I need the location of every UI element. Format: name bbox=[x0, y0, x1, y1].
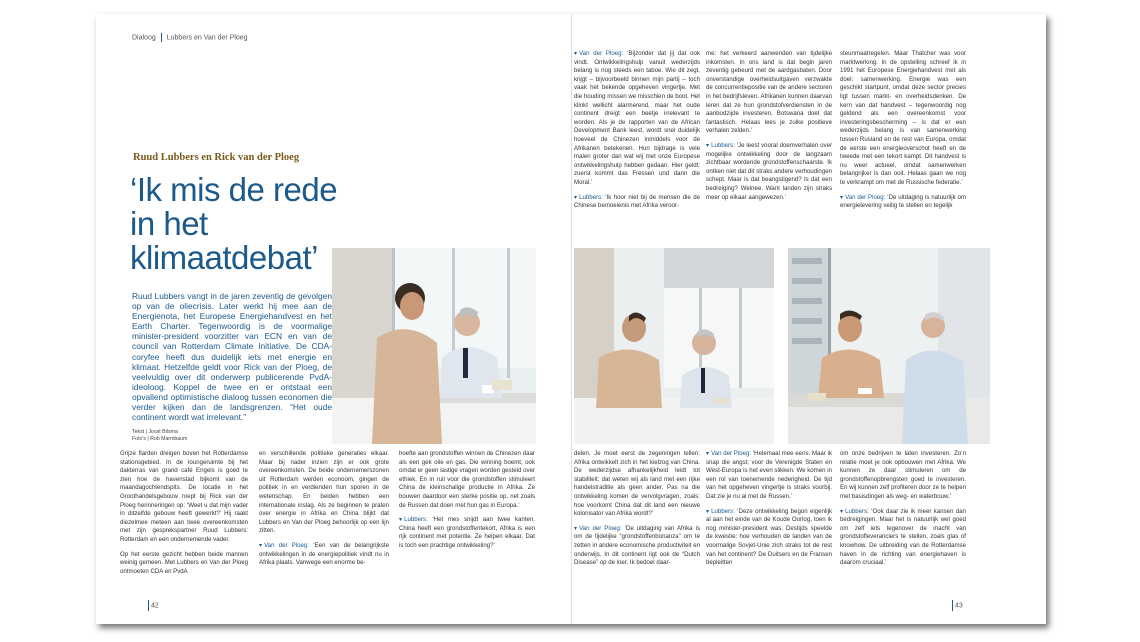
photo-credit: Foto's | Rob Marmbaum bbox=[132, 436, 188, 442]
photo-window-meeting bbox=[788, 248, 990, 444]
header-title: Lubbers en Van der Ploeg bbox=[166, 34, 248, 42]
paragraph bbox=[840, 450, 966, 502]
paragraph bbox=[706, 450, 832, 502]
folio-bar bbox=[148, 600, 149, 611]
paragraph bbox=[574, 525, 700, 568]
right-page bbox=[572, 14, 1046, 624]
paragraph bbox=[840, 50, 966, 188]
paragraph bbox=[399, 450, 535, 510]
section-label: Dialoog bbox=[132, 34, 156, 42]
body-column-6 bbox=[840, 50, 966, 217]
speaker-label: ▾ Lubbers: bbox=[399, 516, 428, 523]
paragraph-text: ‘De uitdaging van Afrika is om de tijdelijke “grondstoffenbonanza” om te zetten in andere economische productiviteit en onderwijs. In dit continent ligt ook de “Dutch Disease” op de loer. Ik bedoel daar- bbox=[574, 524, 700, 567]
paragraph-text: steunmaatregelen. Maar Thatcher was voor marktwerking. In de opstelling schreef ik in 1991 het Europese Energiehandvest met als doel: samenwerking. Energie was een geschikt startpunt, omdat deze sector precies ligt tussen markt- en overheidsdenken. De kern van dat handvest – tegenwoordig nog geldend als een overeenkomst voor investeringsbescherming – is dat er een wederzijds belang is van samenwerking tussen Rusland en de rest van Europa, omdat de eerste een energieoverschot heeft en de tweede met een tekort kampt. Dit handvest is nu weer actueel, omdat samenwerken belangrijker is dan ooit. Helaas gaan we nog te verkrampt om met de Russische federatie.’ bbox=[840, 50, 966, 186]
speaker-label: ▾ Van der Ploeg: bbox=[259, 542, 309, 549]
speaker-label: ▾ Van der Ploeg: bbox=[574, 525, 622, 532]
paragraph-text: ‘Het mes snijdt aan twee kanten. China heeft een grondstoffentekort, Afrika is een rijk continent met potentie. Ze helpen elkaar. Dat is toch een prachtige ontwikkeling?’ bbox=[399, 516, 535, 549]
header-divider bbox=[161, 33, 162, 42]
paragraph-text: ‘Deze ontwikkeling begon eigenlijk al aan het einde van de Koude Oorlog, toen ik nog minister-president was. Destijds speelde de kwestie: hoe verhouden de landen van de voormalige Sovjet-Unie zich straks tot de rest van het continent? De Duitsers en de Fransen bepleitten bbox=[706, 507, 832, 567]
body-column-9 bbox=[840, 450, 966, 574]
paragraph-text: me: het verkeerd aanwenden van tijdelijke inkomsten. In ons land is dat begin jaren zeventig gebeurd met de aardgasbaten. Door onverstandige overheidsuitgaven verzwakte de concurrentiepositie van de andere sectoren in het bedrijfsleven. Afrikanen kunnen daarvan leren dat ze hun grondstofverdiensten in de aanbodzijde investeren. Botswana doet dat fantastisch. Helaas lees je zulke positieve verhalen zelden.’ bbox=[706, 50, 832, 135]
speaker-label: ▾ Lubbers: bbox=[840, 508, 869, 515]
page-number: 42 bbox=[151, 602, 159, 610]
paragraph bbox=[706, 50, 832, 136]
article-headline: ‘Ik mis de rede in het klimaatdebat’ bbox=[130, 171, 338, 276]
left-page bbox=[96, 14, 572, 624]
paragraph-text: om onze bedrijven te laten investeren. Zo’n relatie moet je ook opbouwen met Afrika. We kunnen ze daar stimuleren om de grondstoffenopbrengsten goed te investeren. En wij kunnen zelf profiteren door ze te helpen met basisdingen als weg- en waterbouw.’ bbox=[840, 450, 966, 500]
paragraph-text: ‘Ik hoor niet bij de mensen die de Chinese bemoeienis met Afrika veroor- bbox=[574, 193, 700, 210]
folio-right bbox=[952, 600, 963, 611]
speaker-label: ▾ Lubbers: bbox=[574, 194, 603, 201]
body-column-1 bbox=[120, 450, 248, 582]
speaker-label: ▾ Van der Ploeg: bbox=[706, 450, 751, 457]
body-column-4 bbox=[574, 50, 700, 217]
speaker-label: ▾ Van der Ploeg: bbox=[840, 194, 885, 201]
paragraph-text: ‘Helemaal mee eens. Maar ik snap die angst; voor de Verenigde Staten en West-Europa is het even slikken. We komen in een rol van toenemende nederigheid. De tijd van het opgeheven vingertje is straks voorbij. Dat zie je nu al met de Russen.’ bbox=[706, 450, 832, 500]
paragraph bbox=[399, 516, 535, 550]
article-lead: Ruud Lubbers vangt in de jaren zeventig de gevolgen op van de oliecrisis. Later werkt hij mee aan de Energienota, het Europese Energiehandvest en het Earth Charter. Tegenwoordig is de voormalige minister-president voorzitter van ECN en van de council van Rotterdam Climate Initiative. De CDA-coryfee heeft dus duidelijk iets met energie en klimaat. Hetzelfde geldt voor Rick van der Ploeg, de veelvuldig over dit onderwerp publicerende PvdA-ideoloog. Koppel de twee en er ontstaat een opvallend optimistische dialoog tussen economen die verder kijken dan de landsgrenzen. “Het oude continent wordt wat irrelevant.” bbox=[132, 291, 332, 423]
body-column-3 bbox=[399, 450, 535, 557]
paragraph-text: ‘Ook daar zie ik meer kansen dan bedreigingen. Maar het is natuurlijk wel goed om zelf iets tegenover de macht van grondstofleveranciers te stellen, zoals glas of knowhow. De uitbreiding van de Rotterdamse haven in de richting van energiehaven is daarom cruciaal.’ bbox=[840, 507, 966, 567]
body-column-5 bbox=[706, 50, 832, 208]
paragraph bbox=[840, 194, 966, 211]
speaker-label: ▾ Van der Ploeg: bbox=[574, 50, 623, 57]
photo-table-talk bbox=[574, 248, 774, 444]
paragraph-text: ‘Je leest vooral doemverhalen over mogelijke ontwikkeling door de langzaam zichtbaar wordende grondstoffenschaarste. Ik ontken niet dat dit straks andere verhoudingen schept. Maar is dat beangstigend? Is dat een bedreiging? Welnee. Want landen zijn straks meer op elkaar aangewezen.’ bbox=[706, 141, 832, 201]
paragraph-text: ‘Bijzonder dat jij dat ook vindt. Ontwikkelingshulp vanuit wederzijds belang is nog steeds een taboe. Wie dit zegt, krijgt – bijvoorbeeld binnen mijn partij – toch vaak het bekende opgeheven vingertje. Met die houding missen we misschien de boot. Het klinkt wellicht alarmerend, maar het oude continent dreigt een beetje irrelevant te worden. Als je de rapporten van de African Development Bank leest, wordt snel duidelijk hoeveel de Chinezen inmiddels voor de Afrikanen betekenen. Hun bijdrage is vele malen groter dan wat wij met onze Europese ontwikkelingshulp hebben gedaan. Hier geldt: zuerst kommt das Fressen und dann die Moral.’ bbox=[574, 50, 700, 186]
paragraph bbox=[574, 50, 700, 188]
speaker-label: ▾ Lubbers: bbox=[706, 508, 735, 515]
paragraph bbox=[574, 194, 700, 211]
text-credit: Tekst | Joost Bilsma bbox=[132, 429, 178, 435]
paragraph bbox=[706, 142, 832, 202]
paragraph bbox=[120, 450, 248, 545]
body-column-2 bbox=[259, 450, 389, 574]
folio-bar bbox=[952, 600, 953, 611]
body-column-7 bbox=[574, 450, 700, 574]
paragraph-text: delen. Je moet eerst de zegeningen tellen: Afrika ontwikkelt zich in het kielzog van China. De wederzijdse afhankelijkheid leidt tot stabiliteit; dat weten wij als land met een rijke handelstraditie als geen ander. Pas na die ontwikkeling komen de vervolgvragen, zoals: hoe voorkomt China dat dit land een nieuwe kolonisator van Afrika wordt?’ bbox=[574, 450, 700, 518]
paragraph bbox=[259, 542, 389, 568]
body-column-8 bbox=[706, 450, 832, 574]
photo-conversation bbox=[332, 248, 536, 444]
paragraph bbox=[840, 508, 966, 568]
magazine-spread bbox=[96, 14, 1046, 624]
running-header bbox=[132, 33, 248, 42]
article-kicker: Ruud Lubbers en Rick van der Ploeg bbox=[133, 152, 300, 163]
paragraph-text: ‘De uitdaging is natuurlijk om energielevering veilig te stellen en tegelijk bbox=[840, 193, 966, 210]
paragraph-text: en verschillende politieke generaties elkaar. Maar bij nader inzien zijn er ook grote overeenkomsten. De beide ondernemerszonen uit Rotterdam werden econoom, gingen de politiek in en verdienden hun sporen in de wetenschap. En beiden hebben een internationale inslag. Als ze beginnen te praten over energie in Afrika en China blijkt dat Lubbers en Van der Ploeg behoorlijk op een lijn zitten. bbox=[259, 450, 389, 535]
speaker-label: ▾ Lubbers: bbox=[706, 142, 735, 149]
photo-table-talk-image bbox=[574, 248, 774, 444]
paragraph-text: Op het eerste gezicht hebben beide mannen weinig gemeen. Met Lubbers en Van der Ploeg ontmoeten CDA en PvdA bbox=[120, 550, 248, 575]
photo-window-meeting-image bbox=[788, 248, 990, 444]
paragraph bbox=[706, 508, 832, 568]
folio-left bbox=[148, 600, 159, 611]
paragraph bbox=[120, 551, 248, 577]
paragraph bbox=[574, 450, 700, 519]
paragraph-text: hoefte aan grondstoffen winnen de Chinezen daar als een gek olie en gas. Die winning boemt, ook omdat er geen lastige vragen worden gesteld over ethiek. En in ruil voor die grondstoffen stimuleert China de kleinschalige productie in Afrika. Ze bouwen daardoor een sterke positie op, net zoals de Russen dat doen met hun gas in Europa.’ bbox=[399, 450, 535, 509]
paragraph bbox=[259, 450, 389, 536]
page-number: 43 bbox=[955, 602, 963, 610]
paragraph-text: ‘Een van de belangrijkste ontwikkelingen in de energiepolitiek vindt nu in Afrika plaats. Vanwege een enorme be- bbox=[259, 541, 389, 567]
photo-conversation-image bbox=[332, 248, 536, 444]
paragraph-text: Grijze flarden dreigen boven het Rotterdamse stationsgebied. In de loungeruimte bij het dakterras van grand café Engels is goed te zien hoe de havenstad bijkomt van de maandagochtendspits. De locatie in het Groothandelsgebouw roept bij Rick van der Ploeg herinneringen op: ‘Weet u dat mijn vader in ditzelfde gebouw heeft gewerkt?’ Hij raakt diezelmee meteen aan twee overeenkomsten met zijn gesprekspartner Ruud Lubbers: Rotterdam en een ondernemende vader. bbox=[120, 450, 248, 543]
